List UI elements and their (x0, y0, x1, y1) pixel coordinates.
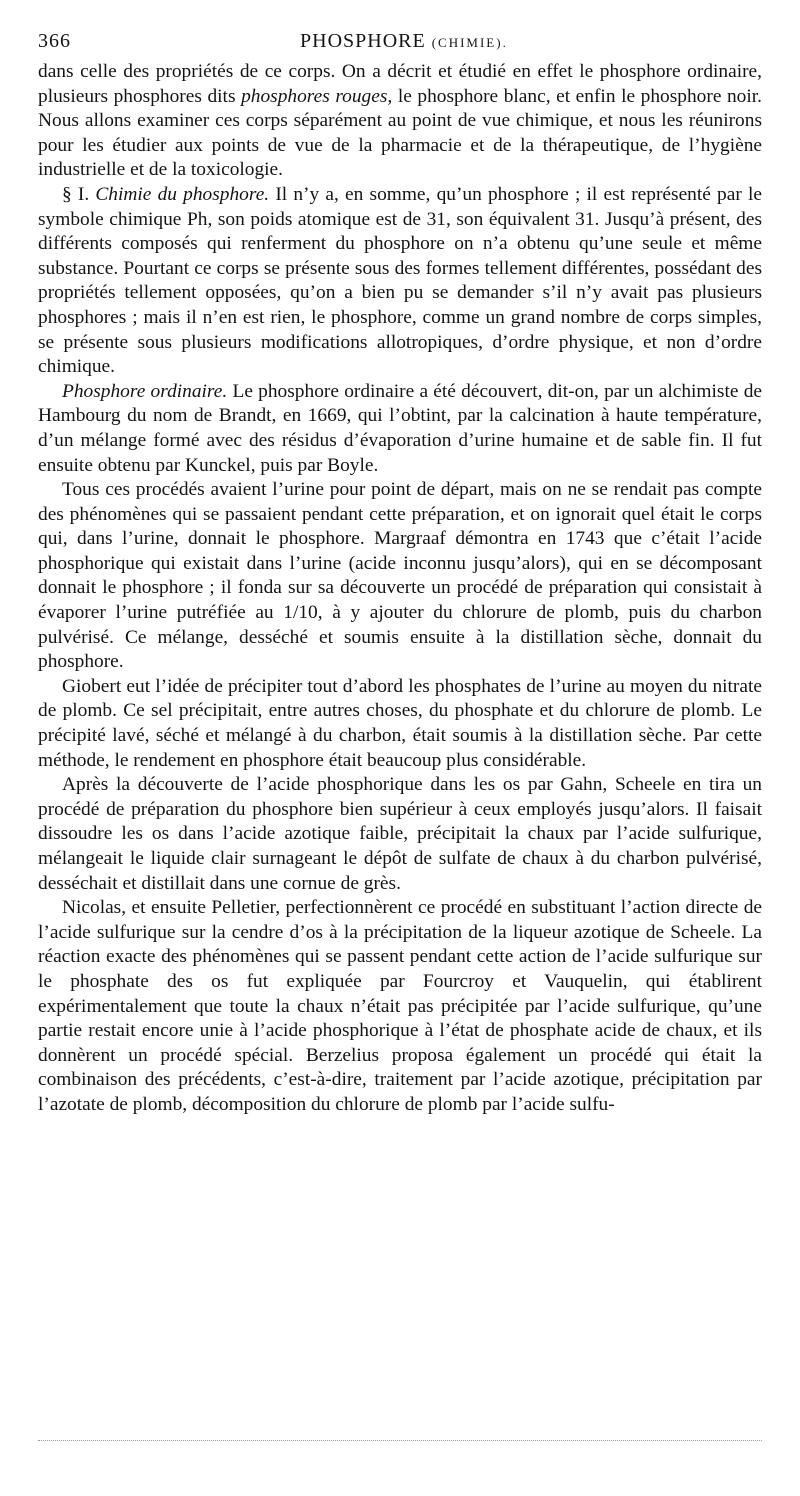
document-page (38, 30, 762, 1118)
paragraph-nicolas (38, 896, 762, 1117)
page-header (38, 30, 762, 60)
footer-divider (38, 1440, 762, 1441)
running-title (300, 30, 508, 53)
term-phosphores-rouges: phosphores rouges, (241, 85, 393, 107)
paragraph-chimie (38, 183, 762, 380)
section-number: § I. (62, 183, 90, 205)
section-heading: Chimie du phosphore. (95, 183, 270, 205)
page-number: 366 (38, 30, 71, 52)
paragraph-giobert-text: Giobert eut l’idée de précipiter tout d’abord les phosphates de l’urine au moyen du nitrate de plomb. Ce sel précipitait, entre autres choses, du phosphate et du chlorure de plomb. Le précipité lavé, séché et mélangé à du charbon, était soumis à la distillation sèche. Par cette méthode, le rendement en phosphore était beaucoup plus considérable. (38, 675, 762, 771)
paragraph-nicolas-text: Nicolas, et ensuite Pelletier, perfectionnèrent ce procédé en substituant l’action directe de l’acide sulfurique sur la cendre d’os à la précipitation de la liqueur azotique de Scheele. La réaction exacte des phénomènes qui se passent pendant cette action de l’acide sulfurique sur le phosphate des os fut expliquée par Fourcroy et Vauquelin, qui établirent expérimentalement que toute la chaux n’était pas précipitée par l’acide sulfurique, qu’une partie restait encore unie à l’acide phosphorique à l’état de phosphate acide de chaux, et ils donnèrent un procédé spécial. Berzelius proposa également un procédé qui était la combinaison des précédents, c’est-à-dire, traitement par l’acide azotique, précipitation par l’azotate de plomb, décomposition du chlorure de plomb par l’acide sulfu- (38, 897, 762, 1115)
running-title-main: PHOSPHORE (300, 30, 426, 52)
paragraph-intro (38, 60, 762, 183)
paragraph-scheele-text: Après la découverte de l’acide phosphorique dans les os par Gahn, Scheele en tira un procédé de préparation du phosphore bien supérieur à ceux employés jusqu’alors. Il faisait dissoudre les os dans l’acide azotique faible, précipitait la chaux par l’acide sulfurique, mélangeait le liquide clair surnageant le dépôt de sulfate de chaux à du charbon pulvérisé, desséchait et distillait dans une cornue de grès. (38, 774, 762, 894)
running-title-subtitle: (CHIMIE). (431, 35, 508, 50)
paragraph-intro-tail: le phosphore blanc, et enfin le phosphore noir. Nous allons examiner ces corps séparément au point de vue chimique, et nous les réunirons pour les étudier aux points de vue de la pharmacie et de la thérapeutique, de l’hygiène industrielle et de la toxicologie. (38, 85, 762, 181)
paragraph-margraaf (38, 478, 762, 675)
paragraph-phosphore-ordinaire-text: Le phosphore ordinaire a été découvert, dit-on, par un alchimiste de Hambourg du nom de Brandt, en 1669, qui l’obtint, par la calcination à haute température, d’un mélange formé avec des résidus d’évaporation d’urine humaine et de sable fin. Il fut ensuite obtenu par Kunckel, puis par Boyle. (38, 380, 762, 476)
body-text (38, 60, 762, 1118)
paragraph-margraaf-text: Tous ces procédés avaient l’urine pour point de départ, mais on ne se rendait pas compte des phénomènes qui se passaient pendant cette préparation, et on ignorait quel était le corps qui, dans l’urine, donnait le phosphore. Margraaf démontra en 1743 que c’était l’acide phosphorique qui existait dans l’urine (acide inconnu jusqu’alors), qui en se décomposant donnait le phosphore ; il fonda sur sa découverte un procédé de préparation qui consistait à évaporer l’urine putréfiée au 1/10, à y ajouter du chlorure de plomb, puis du charbon pulvérisé. Ce mélange, desséché et soumis ensuite à la distillation sèche, donnait du phosphore. (38, 479, 762, 673)
paragraph-scheele (38, 773, 762, 896)
subsection-heading: Phosphore ordinaire. (62, 380, 228, 402)
paragraph-chimie-text: Il n’y a, en somme, qu’un phosphore ; il est représenté par le symbole chimique Ph, son poids atomique est de 31, son équivalent 31. Jusqu’à présent, des différents composés qui renferment du phosphore on n’a obtenu qu’une seule et même substance. Pourtant ce corps se présente sous des formes tellement différentes, possédant des propriétés tellement opposées, qu’on a bien pu se demander s’il n’y avait pas plusieurs phosphores ; mais il n’en est rien, le phosphore, comme un grand nombre de corps simples, se présente sous plusieurs modifications allotropiques, d’ordre physique, et non d’ordre chimique. (38, 183, 762, 378)
paragraph-phosphore-ordinaire (38, 380, 762, 478)
paragraph-giobert (38, 675, 762, 773)
paragraph-intro-text: dans celle des propriétés de ce corps. On a décrit et étudié en effet le phosphore ordinaire, plusieurs phosphores dits (38, 61, 762, 107)
